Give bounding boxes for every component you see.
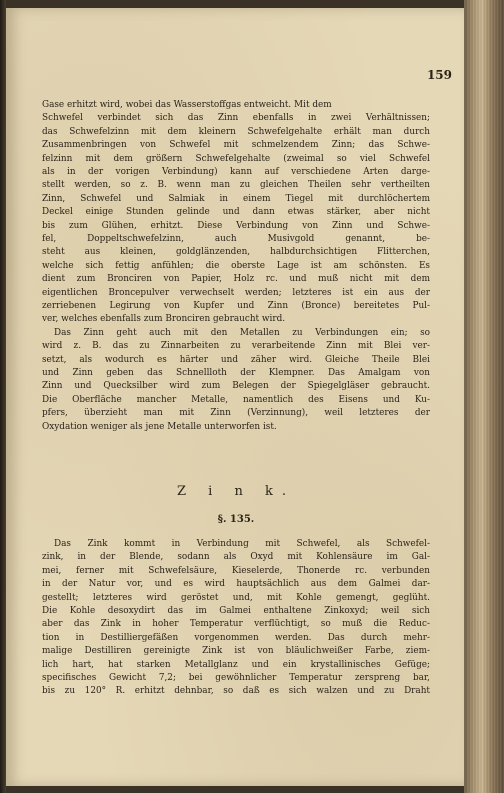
text-line: bis zu 120° R. erhitzt dehnbar, so daß es sich walzen und zu Draht <box>42 686 430 697</box>
text-line: pfers, überzieht man mit Zinn (Verzinnung), weil letzteres der <box>42 408 430 419</box>
text-line: Zinn und Quecksilber wird zum Belegen der Spiegelgläser gebraucht. <box>42 381 430 392</box>
book-page <box>6 8 464 786</box>
text-line: welche sich fettig anfühlen; die oberste Lage ist am schönsten. Es <box>42 260 430 271</box>
paragraph-number: §. 135. <box>217 514 255 525</box>
text-line: zink, in der Blende, sodann als Oxyd mit Kohlensäure im Gal- <box>42 552 430 563</box>
text-line: dient zum Bronciren von Papier, Holz rc. und muß nicht mit dem <box>42 274 430 285</box>
text-line: als in der vorigen Verbindung) kann auf verschiedene Arten darge- <box>42 167 430 177</box>
text-line: in der Natur vor, und es wird hauptsächlich aus dem Galmei dar- <box>42 579 430 590</box>
text-line: fel, Doppeltschwefelzinn, auch Musivgold genannt, be- <box>42 234 430 244</box>
text-line: mei, ferner mit Schwefelsäure, Kieselerde, Thonerde rc. verbunden <box>42 565 430 576</box>
section-heading: Z i n k. <box>177 484 295 499</box>
text-line: Die Kohle desoxydirt das im Galmei enthaltene Zinkoxyd; weil sich <box>42 606 430 616</box>
page-number: 159 <box>426 68 452 82</box>
text-line: felzinn mit dem größern Schwefelgehalte (zweimal so viel Schwefel <box>42 153 430 164</box>
text-line: lich hart, hat starken Metallglanz und ein krystallinisches Gefüge; <box>42 659 430 670</box>
text-line: Zinn, Schwefel und Salmiak in einem Tiegel mit durchlöchertem <box>42 193 430 204</box>
text-line: Das Zink kommt in Verbindung mit Schwefel, als Schwefel- <box>54 539 430 549</box>
text-line: gestellt; letzteres wird geröstet und, mit Kohle gemengt, geglüht. <box>42 592 430 603</box>
text-line: wird z. B. das zu Zinnarbeiten zu verarbeitende Zinn mit Blei ver- <box>42 341 430 352</box>
text-line: malige Destilliren gereinigte Zink ist von bläulichweißer Farbe, ziem- <box>42 646 430 657</box>
text-line: Oxydation weniger als jene Metalle unterworfen ist. <box>42 421 277 432</box>
text-line: tion in Destilliergefäßen vorgenommen werden. Das durch mehr- <box>42 632 430 643</box>
text-line: das Schwefelzinn mit dem kleinern Schwefelgehalte erhält man durch <box>42 126 430 137</box>
text-line: specifisches Gewicht 7,2; bei gewöhnlicher Temperatur zerspreng bar, <box>42 673 430 683</box>
text-line: Das Zinn geht auch mit den Metallen zu Verbindungen ein; so <box>54 327 430 338</box>
text-line: Zusammenbringen von Schwefel mit schmelzendem Zinn; das Schwe- <box>42 140 430 151</box>
text-line: setzt, als wodurch es härter und zäher wird. Gleiche Theile Blei <box>42 354 430 365</box>
text-line: aber das Zink in hoher Temperatur verflüchtigt, so muß die Reduc- <box>42 619 430 630</box>
text-line: Deckel einige Stunden gelinde und dann etwas stärker, aber nicht <box>42 207 430 218</box>
text-line: Die Oberfläche mancher Metalle, namentlich des Eisens und Ku- <box>42 394 430 405</box>
book-fore-edge-pages <box>464 0 504 793</box>
text-line: zerriebenen Legirung von Kupfer und Zinn (Bronce) bereitetes Pul- <box>42 301 430 311</box>
text-line: stellt werden, so z. B. wenn man zu gleichen Theilen sehr vertheilten <box>42 180 430 191</box>
text-line: eigentlichen Broncepulver verwechselt werden; letzteres ist ein aus der <box>42 287 430 298</box>
text-line: bis zum Glühen, erhitzt. Diese Verbindung von Zinn und Schwe- <box>42 220 430 231</box>
text-line: Schwefel verbindet sich das Zinn ebenfalls in zwei Verhältnissen; <box>42 113 430 124</box>
text-line: steht aus kleinen, goldglänzenden, halbdurchsichtigen Flitterchen, <box>42 247 430 258</box>
text-line: Gase erhitzt wird, wobei das Wasserstoffgas entweicht. Mit dem <box>42 100 332 110</box>
text-line: und Zinn geben das Schnellloth der Klempner. Das Amalgam von <box>42 368 430 378</box>
text-line: ver, welches ebenfalls zum Bronciren gebraucht wird. <box>42 314 286 325</box>
